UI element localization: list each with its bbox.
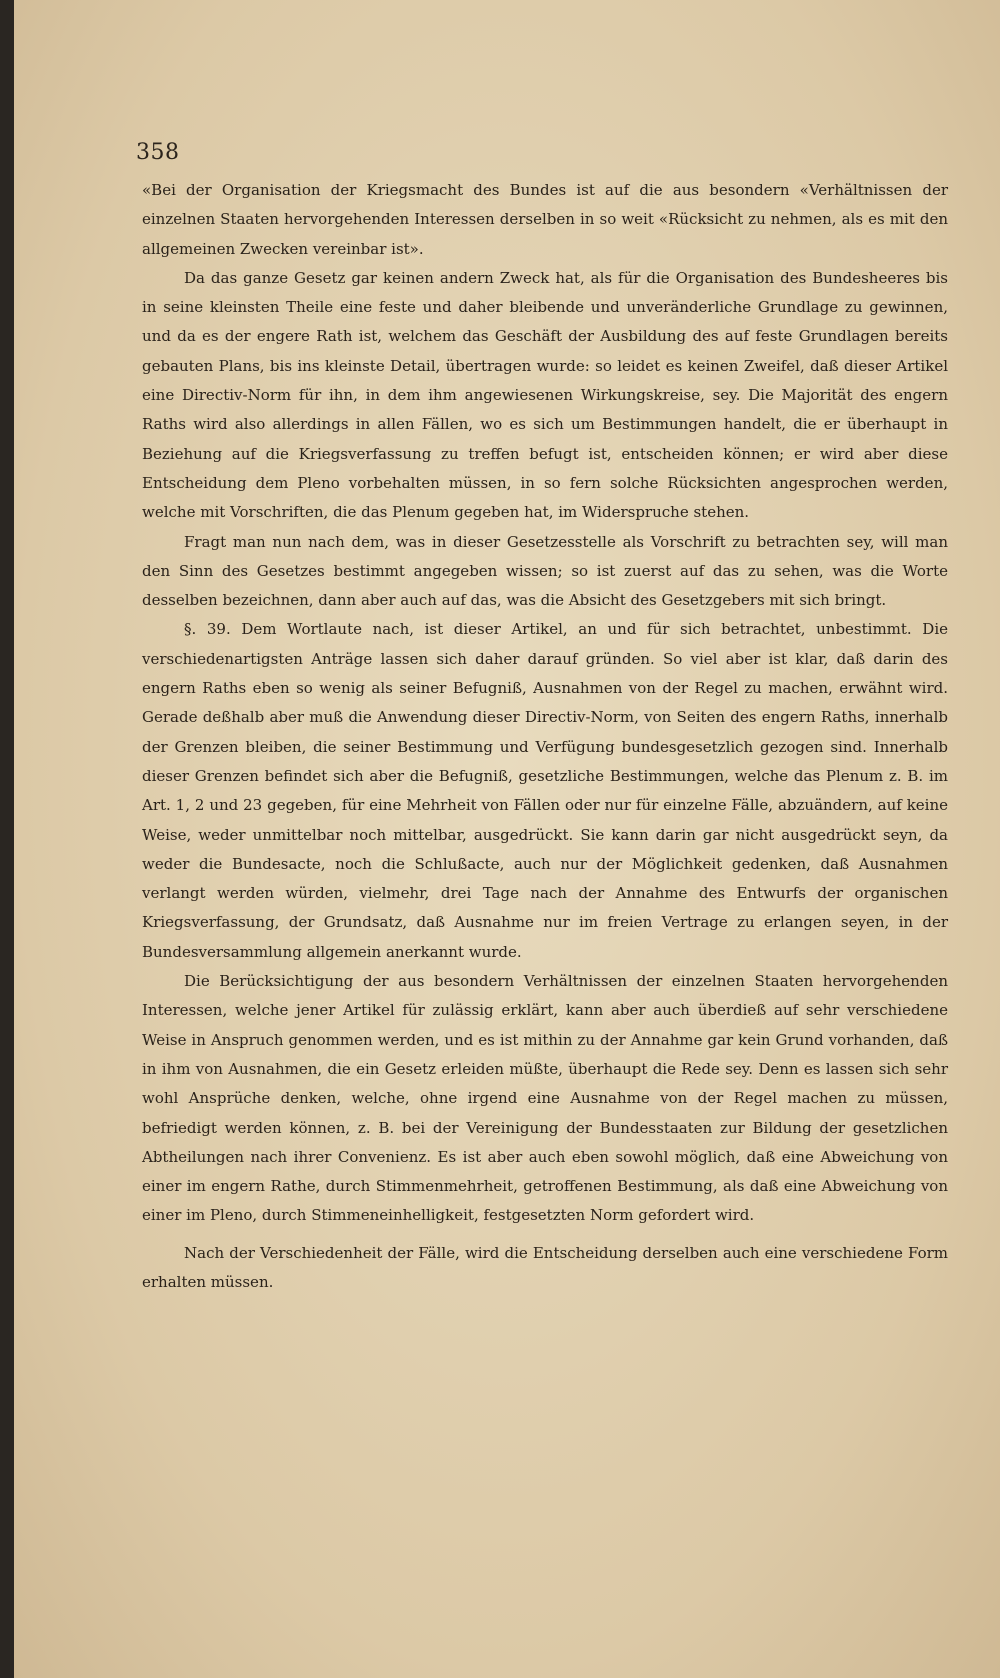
- paragraph: Fragt man nun nach dem, was in dieser Gesetzesstelle als Vorschrift zu betrachten sey, will man den Sinn des Gesetzes bestimmt angegeben wissen; so ist zuerst auf das zu sehen, was die Worte desselben bezeichnen, dann aber auch auf das, was die Absicht des Gesetzgebers mit sich bringt.: [142, 532, 948, 610]
- body-text: [142, 176, 948, 1297]
- paragraph: Die Berücksichtigung der aus besondern Verhältnissen der einzelnen Staaten hervorgehenden Interessen, welche jener Artikel für zulässig erklärt, kann aber auch überdieß auf sehr verschiedene Weise in Anspruch genommen werden, und es ist mithin zu der Annahme gar kein Grund vorhanden, daß in ihm von Ausnahmen, die ein Gesetz erleiden müßte, überhaupt die Rede sey. Denn es lassen sich sehr wohl Ansprüche denken, welche, ohne irgend eine Ausnahme von der Regel machen zu müssen, befriedigt werden können, z. B. bei der Vereinigung der Bundesstaaten zur Bildung der gesetzlichen Abtheilungen nach ihrer Convenienz. Es ist aber auch eben sowohl möglich, daß eine Abweichung von einer im engern Rathe, durch Stimmenmehrheit, getroffenen Bestimmung, als daß eine Abweichung von einer im Pleno, durch Stimmeneinhelligkeit, festgesetzten Norm gefordert wird.: [142, 972, 948, 1225]
- paragraph-section-39: §. 39. Dem Wortlaute nach, ist dieser Artikel, an und für sich betrachtet, unbestimmt. Die verschiedenartigsten Anträge lassen sich daher darauf gründen. So viel aber ist klar, daß darin des engern Raths eben so wenig als seiner Befugniß, Ausnahmen von der Regel zu machen, erwähnt wird. Gerade deßhalb aber muß die Anwendung dieser Directiv-Norm, von Seiten des engern Raths, innerhalb der Grenzen bleiben, die seiner Bestimmung und Verfügung bundesgesetzlich gezogen sind. Innerhalb dieser Grenzen befindet sich aber die Befugniß, gesetzliche Bestimmungen, welche das Plenum z. B. im Art. 1, 2 und 23 gegeben, für eine Mehrheit von Fällen oder nur für einzelne Fälle, abzuändern, auf keine Weise, weder unmittelbar noch mittelbar, ausgedrückt. Sie kann darin gar nicht ausgedrückt seyn, da weder die Bundesacte, noch die Schlußacte, auch nur der Möglichkeit gedenken, daß Ausnahmen verlangt werden würden, vielmehr, drei Tage nach der Annahme des Entwurfs der organischen Kriegsverfassung, der Grundsatz, daß Ausnahme nur im freien Vertrage zu erlangen seyen, in der Bundesversammlung allgemein anerkannt wurde.: [142, 620, 948, 961]
- paragraph: Da das ganze Gesetz gar keinen andern Zweck hat, als für die Organisation des Bundesheeres bis in seine kleinsten Theile eine feste und daher bleibende und unveränderliche Grundlage zu gewinnen, und da es der engere Rath ist, welchem das Geschäft der Ausbildung des auf feste Grundlagen bereits gebauten Plans, bis ins kleinste Detail, übertragen wurde: so leidet es keinen Zweifel, daß dieser Artikel eine Directiv-Norm für ihn, in dem ihm angewiesenen Wirkungskreise, sey. Die Majorität des engern Raths wird also allerdings in allen Fällen, wo es sich um Bestimmungen handelt, die er überhaupt in Beziehung auf die Kriegsverfassung zu treffen befugt ist, entscheiden können; er wird aber diese Entscheidung dem Pleno vorbehalten müssen, in so fern solche Rücksichten angesprochen werden, welche mit Vorschriften, die das Plenum gegeben hat, im Widerspruche stehen.: [142, 268, 948, 522]
- quoted-article: «Bei der Organisation der Kriegsmacht des Bundes ist auf die aus besondern «Verhältnissen der einzelnen Staaten hervorgehenden Interessen derselben in so weit «Rücksicht zu nehmen, als es mit den allgemeinen Zwecken vereinbar ist».: [142, 181, 948, 258]
- book-page: [14, 0, 1000, 1678]
- paragraph: Nach der Verschiedenheit der Fälle, wird die Entscheidung derselben auch eine verschiedene Form erhalten müssen.: [142, 1243, 948, 1291]
- page-number: 358: [136, 140, 180, 165]
